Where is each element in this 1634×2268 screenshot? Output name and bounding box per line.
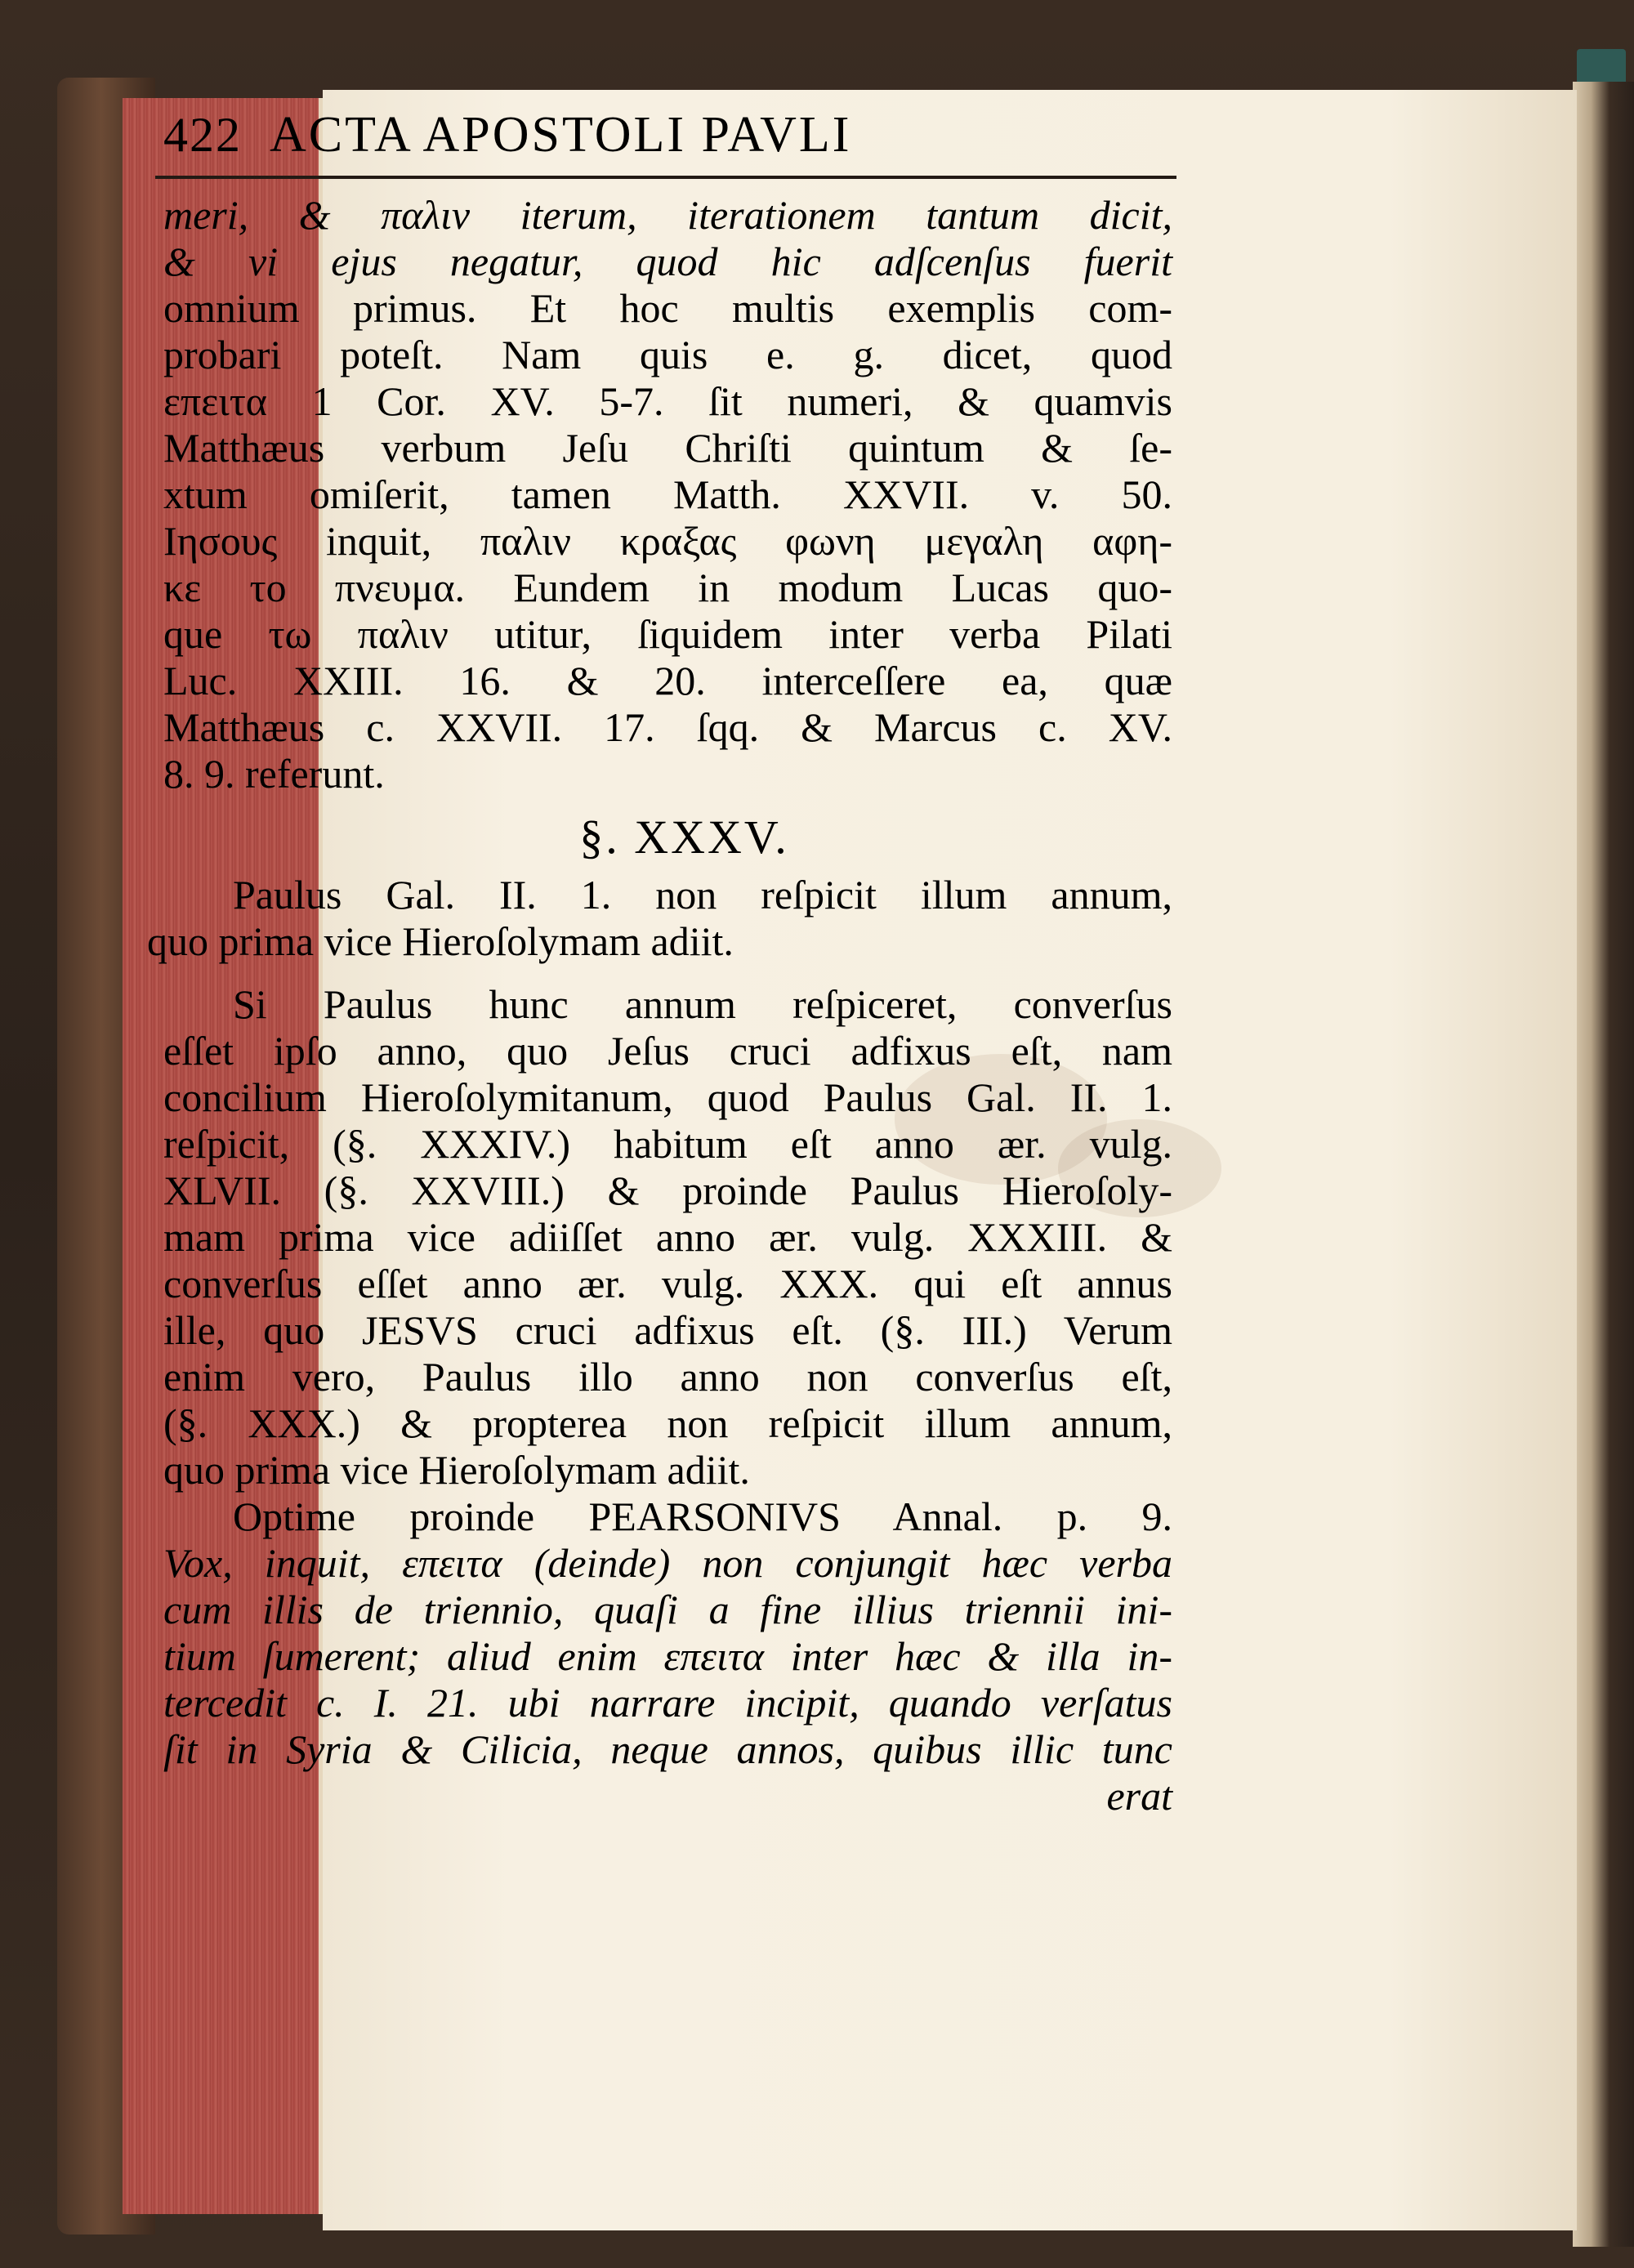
text-line: que τω παλιν utitur, ſiquidem inter verba Pilati (163, 611, 1172, 657)
paragraph-continued (163, 192, 1172, 797)
text-line: omnium primus. Et hoc multis exemplis com- (163, 285, 1172, 331)
text-line: ſit in Syria & Cilicia, neque annos, quibus illic tunc (163, 1726, 1172, 1772)
header-rule (155, 176, 1176, 179)
text-line: tercedit c. I. 21. ubi narrare incipit, quando verſatus (163, 1680, 1172, 1726)
text-line: eſſet ipſo anno, quo Jeſus cruci adfixus eſt, nam (163, 1028, 1172, 1074)
text-line: Luc. XXIII. 16. & 20. interceſſere ea, quæ (163, 658, 1172, 703)
text-line: probari poteſt. Nam quis e. g. dicet, quod (163, 332, 1172, 377)
text-line: κε το πνευμα. Eundem in modum Lucas quo- (163, 565, 1172, 610)
text-line: XLVII. (§. XXVIII.) & proinde Paulus Hieroſoly- (163, 1167, 1172, 1213)
text-line: quo prima vice Hieroſolymam adiit. (163, 1447, 750, 1493)
text-line: (§. XXX.) & propterea non reſpicit illum annum, (163, 1400, 1172, 1446)
paragraph-3 (163, 1493, 1172, 1773)
running-header (163, 106, 1176, 172)
text-line: 8. 9. referunt. (163, 751, 385, 797)
running-title: ACTA APOSTOLI PAVLI (270, 107, 852, 163)
section-heading: §. XXXV. (579, 810, 789, 864)
text-line: επειτα 1 Cor. XV. 5-7. ſit numeri, & quamvis (163, 378, 1172, 424)
text-line: Si Paulus hunc annum reſpiceret, converſus (233, 981, 1172, 1027)
text-line: Optime proinde PEARSONIVS Annal. p. 9. (233, 1493, 1172, 1539)
text-line: enim vero, Paulus illo anno non converſus eſt, (163, 1354, 1172, 1400)
text-line: reſpicit, (§. XXXIV.) habitum eſt anno ær. vulg. (163, 1121, 1172, 1167)
text-line: Matthæus verbum Jeſu Chriſti quintum & ſe- (163, 425, 1172, 471)
text-line: tium ſumerent; aliud enim επειτα inter hæc & illa in- (163, 1633, 1172, 1679)
page-number: 422 (163, 108, 242, 162)
page-body (147, 192, 1172, 1819)
catchword: erat (1106, 1773, 1172, 1819)
text-line: Paulus Gal. II. 1. non reſpicit illum annum, (233, 872, 1172, 917)
paragraph-2 (163, 981, 1172, 1493)
text-line: Matthæus c. XXVII. 17. ſqq. & Marcus c. XV. (163, 704, 1172, 750)
text-line: quo prima vice Hieroſolymam adiit. (147, 918, 734, 964)
text-line: xtum omiſerit, tamen Matth. XXVII. v. 50. (163, 471, 1172, 517)
section-summary (147, 872, 1172, 965)
text-line: & vi ejus negatur, quod hic adſcenſus fuerit (163, 239, 1172, 284)
text-line: mam prima vice adiiſſet anno ær. vulg. XXXIII. & (163, 1214, 1172, 1260)
text-line: ille, quo JESVS cruci adfixus eſt. (§. III.) Verum (163, 1307, 1172, 1353)
text-line: meri, & παλιν iterum, iterationem tantum dicit, (163, 192, 1172, 238)
text-line: concilium Hieroſolymitanum, quod Paulus Gal. II. 1. (163, 1074, 1172, 1120)
text-line: converſus eſſet anno ær. vulg. XXX. qui eſt annus (163, 1261, 1172, 1306)
text-line: cum illis de triennio, quaſi a fine illius triennii ini- (163, 1587, 1172, 1632)
text-line: Ιησους inquit, παλιν κραξας φωνη μεγαλη αφη- (163, 518, 1172, 564)
text-line: Vox, inquit, επειτα (deinde) non conjungit hæc verba (163, 1540, 1172, 1586)
facing-page-edge (1573, 82, 1634, 2247)
